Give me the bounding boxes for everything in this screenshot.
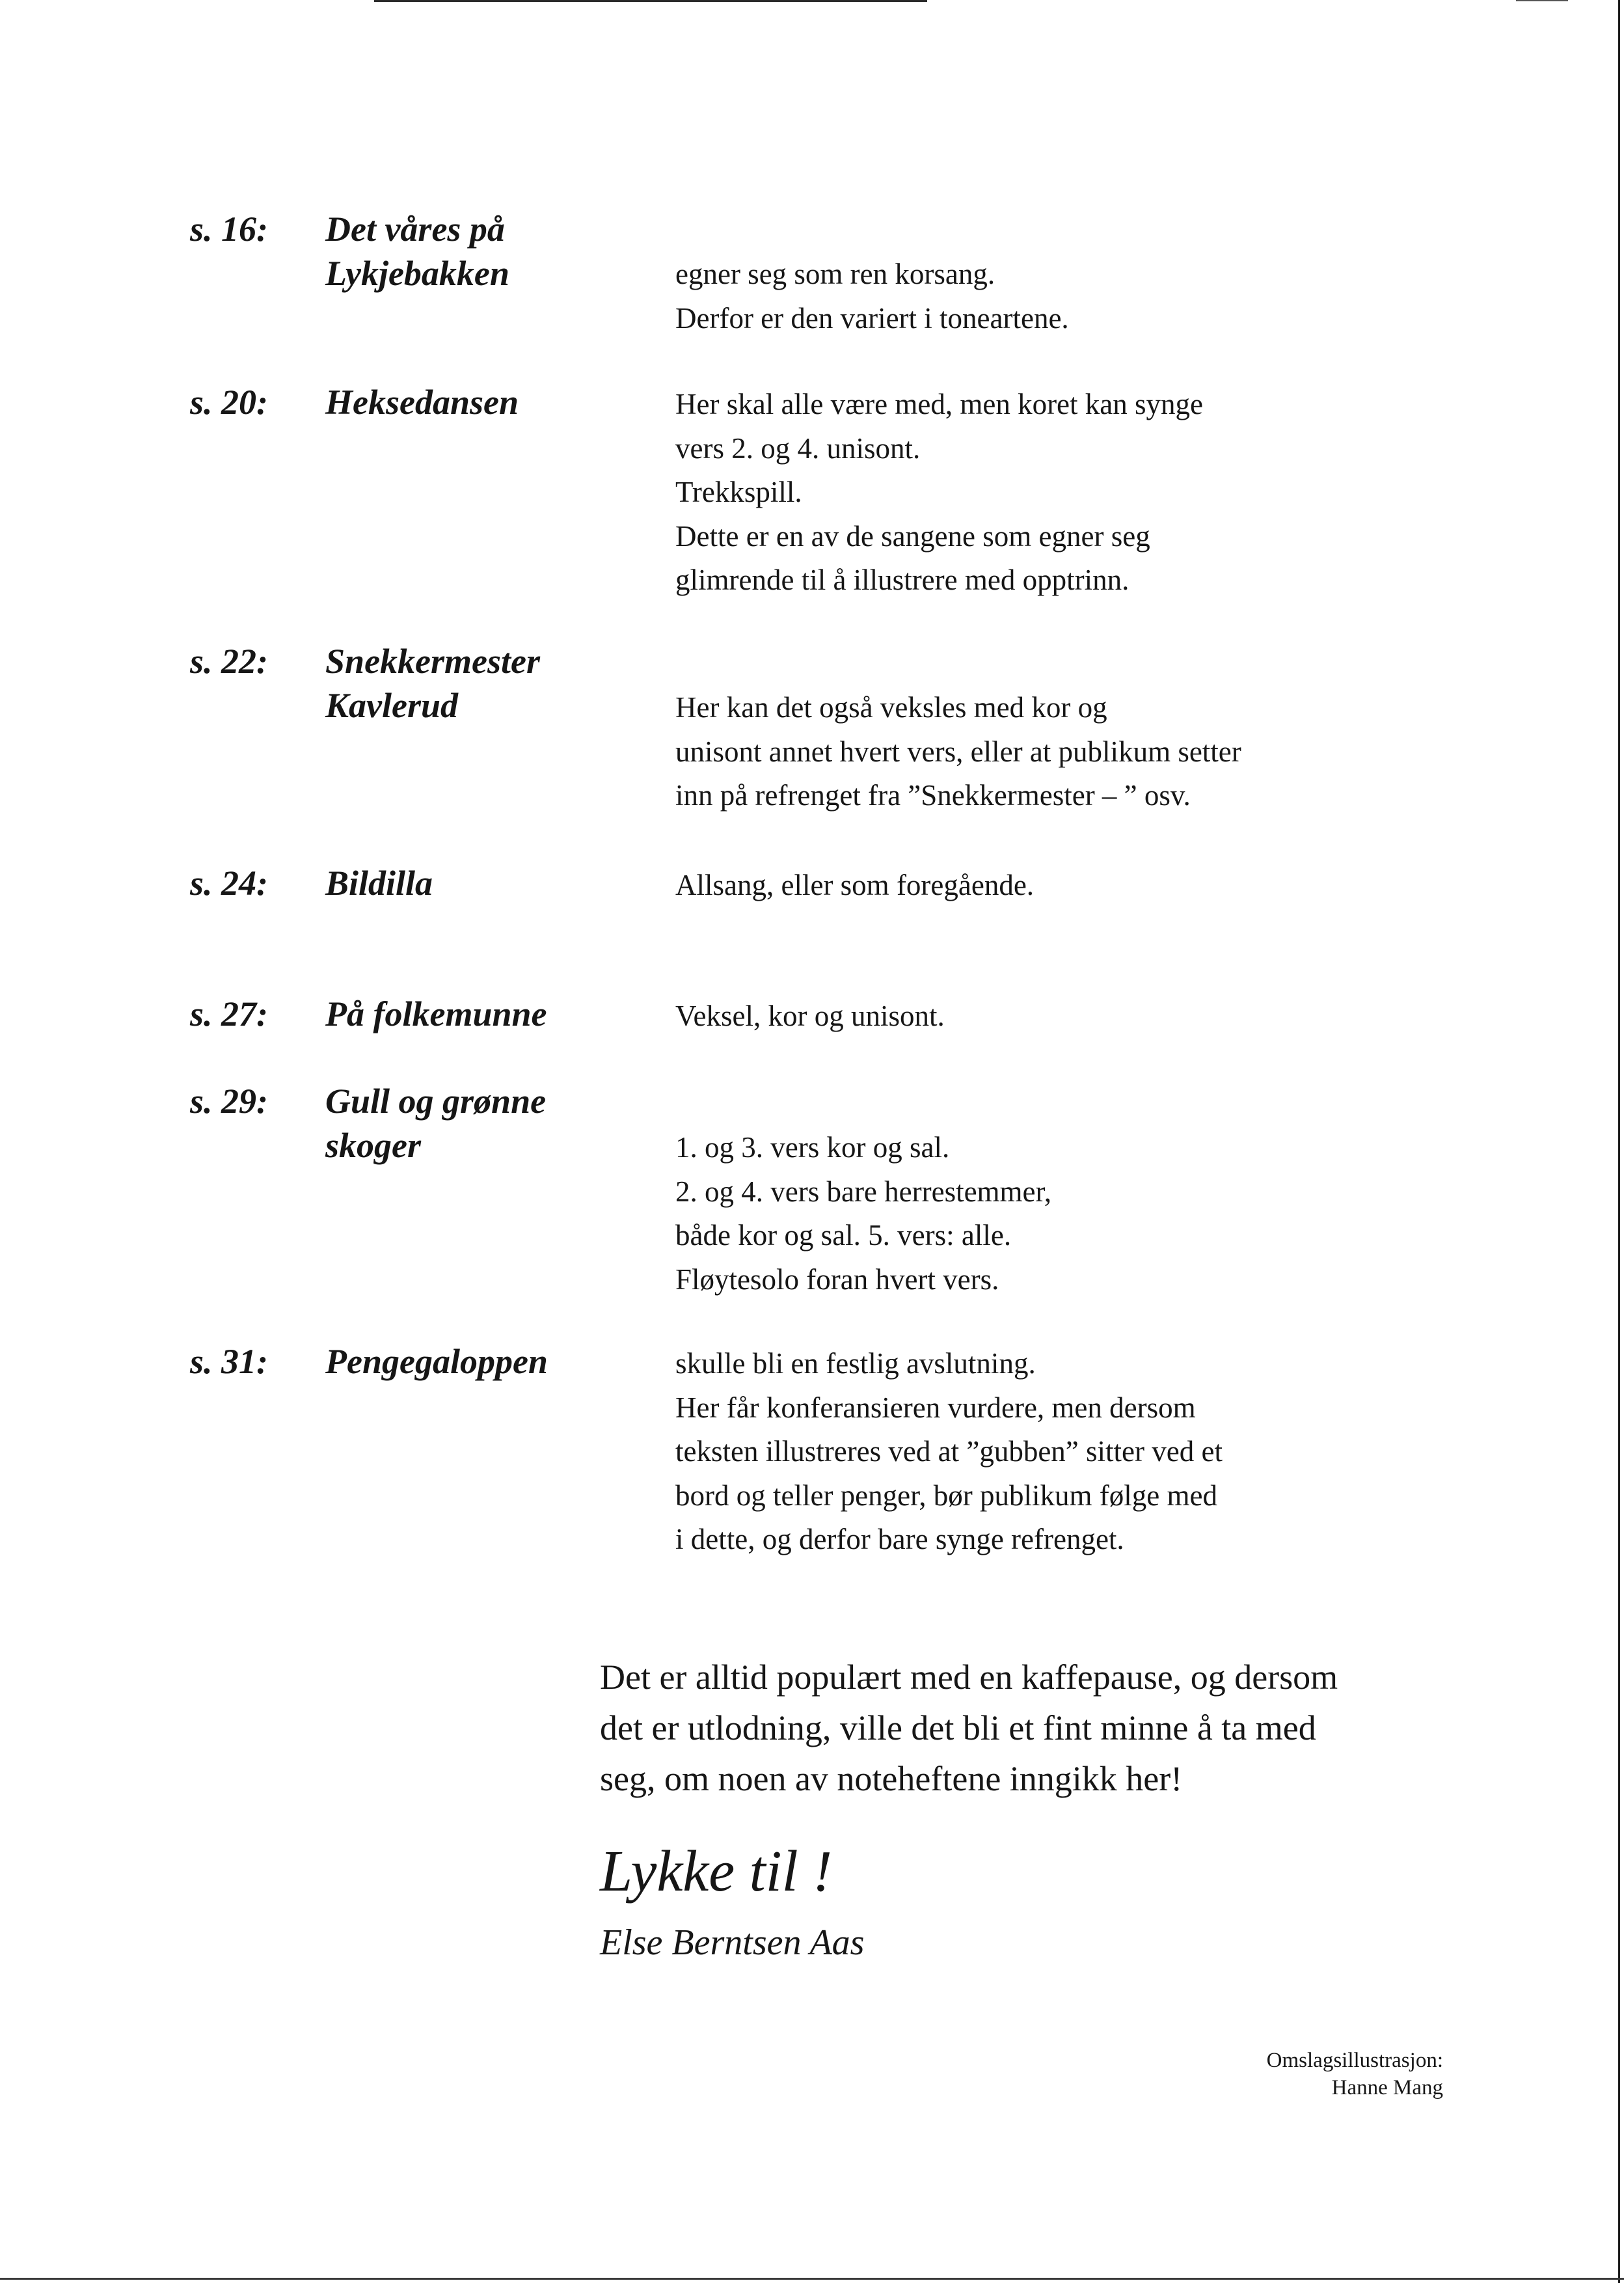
song-title-line: Kavlerud: [325, 686, 459, 725]
page-ref: s. 31:: [190, 1342, 268, 1381]
page-ref: s. 20:: [190, 383, 268, 422]
page-ref: s. 29:: [190, 1082, 268, 1121]
scan-edge-bottom: [0, 2278, 1624, 2280]
description-line: inn på refrenget fra ”Snekkermester – ” osv.: [675, 779, 1191, 812]
song-title-line: Snekkermester: [325, 642, 540, 681]
description-line: i dette, og derfor bare synge refrenget.: [675, 1523, 1124, 1555]
closing-line: det er utlodning, ville det bli et fint minne å ta med: [600, 1708, 1316, 1747]
description-line: glimrende til å illustrere med opptrinn.: [675, 564, 1130, 596]
closing-paragraph: [600, 1652, 1338, 1804]
closing-line: Det er alltid populært med en kaffepause, og dersom: [600, 1658, 1338, 1697]
description-line: Her skal alle være med, men koret kan synge: [675, 388, 1203, 420]
scan-edge-top-right: [1516, 0, 1568, 1]
author-signature: Else Berntsen Aas: [600, 1922, 865, 1963]
description-line: Trekkspill.: [675, 476, 802, 508]
song-description: [675, 994, 945, 1039]
song-title: [325, 639, 540, 728]
song-description: [675, 383, 1203, 603]
song-description: [675, 1342, 1223, 1562]
description-line: bord og teller penger, bør publikum følge med: [675, 1479, 1217, 1512]
song-title: [325, 861, 433, 905]
closing-greeting: Lykke til !: [600, 1839, 833, 1904]
song-title-line: Det våres på: [325, 210, 505, 249]
song-description: [675, 1126, 1051, 1302]
song-title-line: Bildilla: [325, 864, 433, 903]
song-title: [325, 207, 509, 295]
song-title-line: skoger: [325, 1126, 421, 1165]
song-title-line: Lykjebakken: [325, 254, 509, 293]
song-description: [675, 253, 1069, 340]
description-line: vers 2. og 4. unisont.: [675, 431, 921, 465]
description-line: skulle bli en festlig avslutning.: [675, 1347, 1036, 1380]
page-ref: s. 27:: [190, 994, 268, 1033]
page-ref: s. 22:: [190, 642, 268, 681]
song-title-line: På folkemunne: [325, 994, 547, 1033]
description-line: Her får konferansieren vurdere, men dersom: [675, 1391, 1196, 1424]
song-title-line: Pengegaloppen: [325, 1342, 548, 1381]
song-title: [325, 380, 519, 424]
scan-edge-top: [374, 0, 927, 2]
credit-label: Omslagsillustrasjon:: [1266, 2049, 1443, 2072]
description-line: Derfor er den variert i toneartene.: [675, 301, 1069, 335]
credit-name: Hanne Mang: [1331, 2076, 1443, 2099]
page-ref: s. 16:: [190, 210, 268, 249]
description-line: Fløytesolo foran hvert vers.: [675, 1263, 999, 1296]
description-line: både kor og sal. 5. vers: alle.: [675, 1219, 1012, 1251]
description-line: Her kan det også veksles med kor og: [675, 691, 1107, 724]
description-line: 2. og 4. vers bare herrestemmer,: [675, 1175, 1051, 1208]
song-title-line: Heksedansen: [325, 383, 519, 422]
scan-edge-right: [1618, 0, 1620, 2283]
song-title: [325, 1079, 546, 1168]
page-ref: s. 24:: [190, 864, 268, 903]
description-line: 1. og 3. vers kor og sal.: [675, 1131, 950, 1164]
song-description: [675, 686, 1241, 818]
closing-line: seg, om noen av noteheftene inngikk her!: [600, 1759, 1183, 1798]
description-line: Dette er en av de sangene som egner seg: [675, 519, 1150, 553]
description-line: Allsang, eller som foregående.: [675, 869, 1035, 901]
description-line: teksten illustreres ved at ”gubben” sitter ved et: [675, 1435, 1223, 1468]
song-title-line: Gull og grønne: [325, 1082, 547, 1121]
song-title: [325, 1339, 548, 1384]
song-title: [325, 992, 547, 1036]
song-description: [675, 864, 1034, 908]
description-line: unisont annet hvert vers, eller at publikum setter: [675, 735, 1241, 768]
description-line: Veksel, kor og unisont.: [675, 1000, 945, 1032]
cover-illustration-credit: [1267, 2047, 1443, 2101]
description-line: egner seg som ren korsang.: [675, 258, 995, 290]
